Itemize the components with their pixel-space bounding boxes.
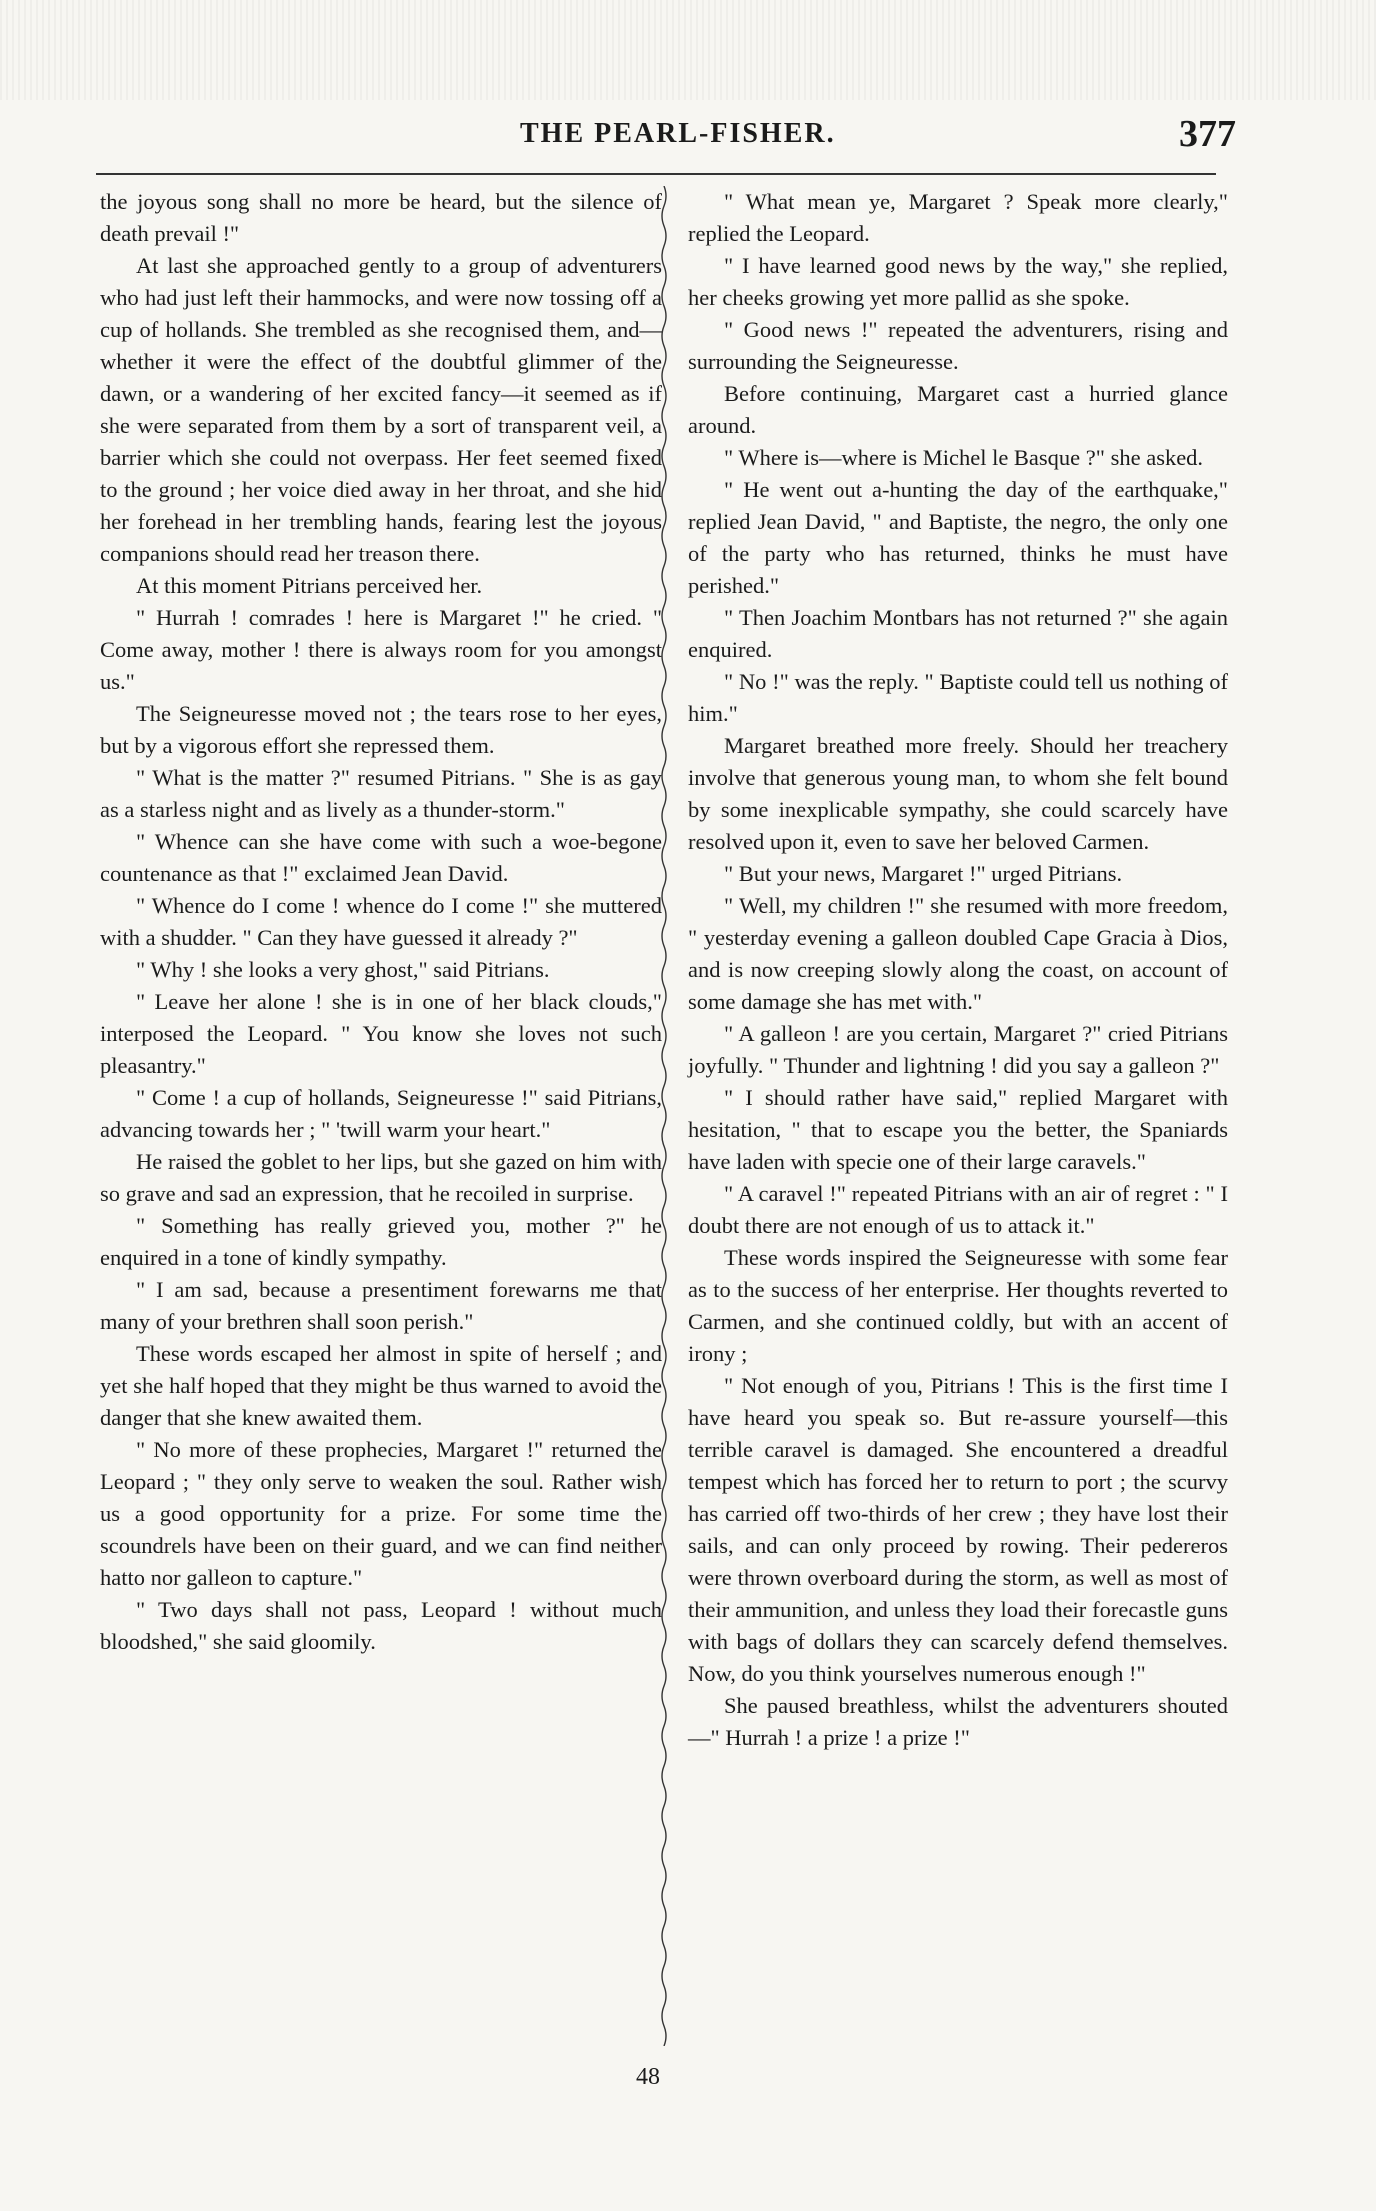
paragraph: " Whence can she have come with such a woe-begone countenance as that !" exclaimed Jean David. — [100, 829, 662, 886]
paragraph: " Not enough of you, Pitrians ! This is the first time I have heard you speak so. But re-assure yourself—this terrible caravel is damaged. She encountered a dreadful tempest which has forced her to return to port ; the scurvy has carried off two-thirds of her crew ; they have lost their sails, and can only proceed by rowing. Their pedereros were thrown overboard during the storm, as well as most of their ammunition, and unless they load their forecastle guns with bags of dollars they can scarcely defend themselves. Now, do you think yourselves numerous enough !" — [688, 1373, 1228, 1686]
running-title: THE PEARL-FISHER. — [520, 118, 836, 149]
paragraph: " But your news, Margaret !" urged Pitrians. — [724, 861, 1123, 886]
paragraph: " Good news !" repeated the adventurers, rising and surrounding the Seigneuresse. — [688, 317, 1228, 374]
paragraph: " A galleon ! are you certain, Margaret ?" cried Pitrians joyfully. " Thunder and lightning ! did you say a galleon ?" — [688, 1021, 1228, 1078]
paragraph: The Seigneuresse moved not ; the tears rose to her eyes, but by a vigorous effort she repressed them. — [100, 701, 662, 758]
paragraph: " Hurrah ! comrades ! here is Margaret !" he cried. " Come away, mother ! there is always room for you amongst us." — [100, 605, 662, 694]
left-column — [100, 186, 662, 1658]
paragraph: " I am sad, because a presentiment forewarns me that many of your brethren shall soon perish." — [100, 1277, 662, 1334]
paragraph: the joyous song shall no more be heard, but the silence of death prevail !" — [100, 189, 662, 246]
paragraph: She paused breathless, whilst the adventurers shouted—" Hurrah ! a prize ! a prize !" — [688, 1693, 1228, 1750]
paragraph: At last she approached gently to a group of adventurers who had just left their hammocks, and were now tossing off a cup of hollands. She trembled as she recognised them, and—whether it were the effect of the doubtful glimmer of the dawn, or a wandering of her excited fancy—it seemed as if she were separated from them by a sort of transparent veil, a barrier which she could not overpass. Her feet seemed fixed to the ground ; her voice died away in her throat, and she hid her forehead in her trembling hands, fearing lest the joyous companions should read her treason there. — [100, 253, 662, 566]
paragraph: " He went out a-hunting the day of the earthquake," replied Jean David, " and Baptiste, the negro, the only one of the party who has returned, thinks he must have perished." — [688, 477, 1228, 598]
paragraph: " Where is—where is Michel le Basque ?" she asked. — [724, 445, 1204, 470]
header-rule — [96, 173, 1216, 175]
paragraph: " Two days shall not pass, Leopard ! without much bloodshed," she said gloomily. — [100, 1597, 662, 1654]
paragraph: " No !" was the reply. " Baptiste could tell us nothing of him." — [688, 669, 1228, 726]
paragraph: These words escaped her almost in spite of herself ; and yet she half hoped that they might be thus warned to avoid the danger that she knew awaited them. — [100, 1341, 662, 1430]
column-divider — [660, 186, 668, 2046]
scan-noise — [0, 0, 1376, 100]
page-number: 377 — [1179, 113, 1236, 155]
paragraph: " What mean ye, Margaret ? Speak more clearly," replied the Leopard. — [688, 189, 1228, 246]
paragraph: " Leave her alone ! she is in one of her black clouds," interposed the Leopard. " You know she loves not such pleasantry." — [100, 989, 662, 1078]
paragraph: " Then Joachim Montbars has not returned ?" she again enquired. — [688, 605, 1228, 662]
signature-mark: 48 — [636, 2064, 660, 2090]
paragraph: " Why ! she looks a very ghost," said Pitrians. — [136, 957, 550, 982]
paragraph: " A caravel !" repeated Pitrians with an air of regret : " I doubt there are not enough of us to attack it." — [688, 1181, 1228, 1238]
paragraph: He raised the goblet to her lips, but she gazed on him with so grave and sad an expression, that he recoiled in surprise. — [100, 1149, 662, 1206]
right-column — [688, 186, 1228, 1754]
paragraph: " I should rather have said," replied Margaret with hesitation, " that to escape you the better, the Spaniards have laden with specie one of their large caravels." — [688, 1085, 1228, 1174]
paragraph: " Come ! a cup of hollands, Seigneuresse !" said Pitrians, advancing towards her ; " 'twill warm your heart." — [100, 1085, 662, 1142]
paragraph: " Whence do I come ! whence do I come !" she muttered with a shudder. " Can they have guessed it already ?" — [100, 893, 662, 950]
paragraph: " Something has really grieved you, mother ?" he enquired in a tone of kindly sympathy. — [100, 1213, 662, 1270]
paragraph: Before continuing, Margaret cast a hurried glance around. — [688, 381, 1228, 438]
paragraph: Margaret breathed more freely. Should her treachery involve that generous young man, to whom she felt bound by some inexplicable sympathy, she could scarcely have resolved upon it, even to save her beloved Carmen. — [688, 733, 1228, 854]
paragraph: " Well, my children !" she resumed with more freedom, " yesterday evening a galleon doubled Cape Gracia à Dios, and is now creeping slowly along the coast, on account of some damage she has met with." — [688, 893, 1228, 1014]
paragraph: " I have learned good news by the way," she replied, her cheeks growing yet more pallid as she spoke. — [688, 253, 1228, 310]
paragraph: " No more of these prophecies, Margaret !" returned the Leopard ; " they only serve to weaken the soul. Rather wish us a good opportunity for a prize. For some time the scoundrels have been on their guard, and we can find neither hatto nor galleon to capture." — [100, 1437, 662, 1590]
paragraph: " What is the matter ?" resumed Pitrians. " She is as gay as a starless night and as lively as a thunder-storm." — [100, 765, 662, 822]
page-header — [0, 112, 1376, 162]
paragraph: These words inspired the Seigneuresse with some fear as to the success of her enterprise. Her thoughts reverted to Carmen, and she continued coldly, but with an accent of irony ; — [688, 1245, 1228, 1366]
paragraph: At this moment Pitrians perceived her. — [136, 573, 483, 598]
